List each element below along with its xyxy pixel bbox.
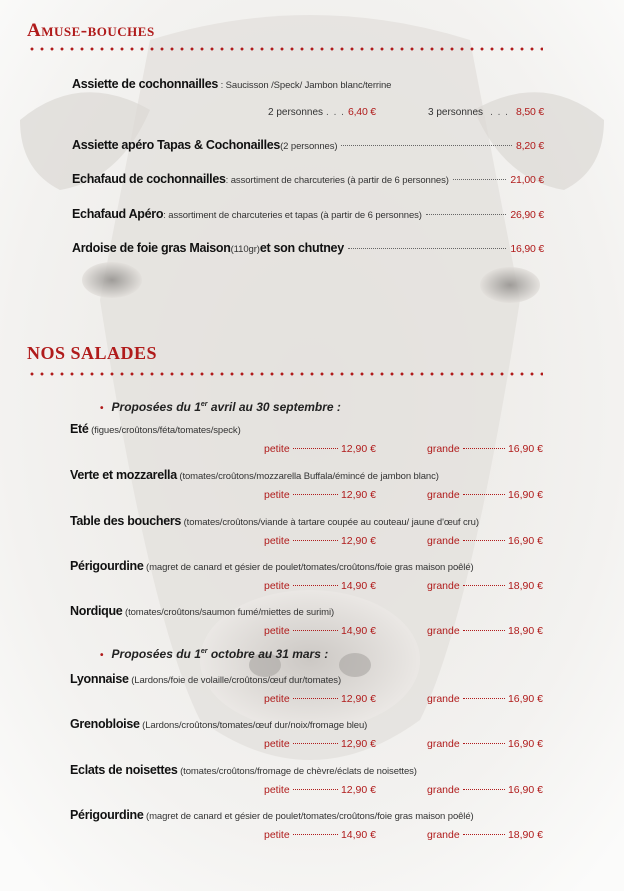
dot-leader: . . . (326, 107, 345, 118)
price-grande-value: 16,90 € (507, 443, 543, 455)
item-price: 16,90 € (510, 243, 544, 255)
price-label: 2 personnes (268, 107, 324, 118)
menu-item-apero-tapas (72, 138, 544, 152)
price-grande (427, 784, 543, 796)
salad-item (70, 808, 474, 822)
price-petite (264, 784, 376, 796)
price-petite (264, 693, 376, 705)
dot-leader (453, 179, 507, 180)
price-grande (427, 829, 543, 841)
price-petite-value: 12,90 € (340, 535, 376, 547)
dot-leader (293, 789, 338, 790)
size-label-petite: petite (264, 693, 290, 705)
salad-item (70, 514, 479, 528)
period-sup: er (200, 648, 208, 655)
size-label-petite: petite (264, 443, 290, 455)
item-name: Assiette apéro Tapas & Cochonailles (72, 138, 281, 152)
price-petite (264, 580, 376, 592)
price-grande (427, 625, 543, 637)
price-petite-value: 12,90 € (340, 738, 376, 750)
price-grande (427, 535, 543, 547)
salad-item (70, 763, 417, 777)
price-petite-value: 14,90 € (340, 580, 376, 592)
period-text: Proposées du 1 (111, 647, 201, 661)
salad-item (70, 559, 474, 573)
size-label-grande: grande (427, 580, 460, 592)
price-petite (264, 738, 376, 750)
bullet-icon: • (100, 650, 104, 661)
size-label-grande: grande (427, 738, 460, 750)
cochonnailles-prices (0, 106, 624, 122)
salad-prices (0, 829, 624, 845)
salad-prices (0, 580, 624, 596)
salad-name: Périgourdine (70, 559, 144, 573)
dot-leader (463, 743, 505, 744)
size-label-petite: petite (264, 784, 290, 796)
price-grande (427, 693, 543, 705)
item-name: Ardoise de foie gras Maison (72, 241, 231, 255)
dot-leader (463, 540, 505, 541)
menu-item-assiette-cochonnailles (72, 77, 544, 91)
size-label-grande: grande (427, 535, 460, 547)
salad-item (70, 468, 439, 482)
salad-name: Eté (70, 422, 89, 436)
price-label: 3 personnes (428, 107, 484, 118)
price-grande (427, 738, 543, 750)
dot-leader (293, 494, 338, 495)
item-description: (110gr) (230, 244, 260, 255)
salad-name: Table des bouchers (70, 514, 182, 528)
size-label-grande: grande (427, 489, 460, 501)
dot-leader: . . . (490, 107, 509, 118)
dot-leader (463, 834, 505, 835)
salad-description: (tomates/croûtons/viande à tartare coupée au couteau/ jaune d'œuf cru) (181, 517, 479, 528)
salad-prices (0, 784, 624, 800)
salad-name: Périgourdine (70, 808, 144, 822)
price-petite-value: 14,90 € (340, 625, 376, 637)
salad-item (70, 717, 367, 731)
dot-leader (463, 448, 505, 449)
price-grande (427, 489, 543, 501)
salad-prices (0, 443, 624, 459)
dot-leader (426, 214, 506, 215)
item-description: (2 personnes) (280, 141, 338, 152)
section-title-amuse-bouches: Amuse-bouches (27, 20, 155, 41)
item-description: : assortiment de charcuteries et tapas (à partir de 6 personnes) (163, 210, 422, 221)
period-text: Proposées du 1 (111, 400, 201, 414)
price-petite-value: 14,90 € (340, 829, 376, 841)
price-grande-value: 18,90 € (507, 625, 543, 637)
size-label-petite: petite (264, 738, 290, 750)
size-label-petite: petite (264, 489, 290, 501)
salad-item (70, 422, 241, 436)
salad-prices (0, 738, 624, 754)
section-divider (27, 372, 543, 376)
dot-leader (463, 698, 505, 699)
period-sup: er (200, 401, 208, 408)
price-grande-value: 16,90 € (507, 489, 543, 501)
price-grande (427, 443, 543, 455)
price-petite (264, 535, 376, 547)
dot-leader (348, 248, 507, 249)
salad-description: (Lardons/foie de volaille/croûtons/œuf dur/tomates) (128, 675, 342, 686)
salad-description: (magret de canard et gésier de poulet/tomates/croûtons/foie gras maison poêlé) (143, 562, 474, 573)
salad-prices (0, 489, 624, 505)
period-winter (100, 647, 328, 661)
price-petite-value: 12,90 € (340, 693, 376, 705)
dot-leader (293, 743, 338, 744)
size-label-grande: grande (427, 443, 460, 455)
section-title-nos-salades: NOS SALADES (27, 343, 158, 363)
salad-description: (tomates/croûtons/saumon fumé/miettes de surimi) (122, 607, 335, 618)
item-description: : Saucisson /Speck/ Jambon blanc/terrine (218, 80, 392, 91)
price-grande-value: 18,90 € (507, 580, 543, 592)
item-price: 21,00 € (510, 174, 544, 186)
size-label-grande: grande (427, 693, 460, 705)
item-price: 8,20 € (516, 140, 544, 152)
salad-description: (Lardons/croûtons/tomates/œuf dur/noix/fromage bleu) (139, 720, 368, 731)
price-petite (264, 829, 376, 841)
salad-name: Verte et mozzarella (70, 468, 177, 482)
price-2-personnes (268, 106, 386, 118)
price-value: 8,50 € (515, 106, 544, 118)
price-petite (264, 625, 376, 637)
dot-leader (293, 698, 338, 699)
item-description: : assortiment de charcuteries (à partir de 6 personnes) (225, 175, 449, 186)
price-petite-value: 12,90 € (340, 784, 376, 796)
dot-leader (463, 585, 505, 586)
item-name: Echafaud Apéro (72, 207, 164, 221)
dot-leader (463, 630, 505, 631)
price-petite-value: 12,90 € (340, 443, 376, 455)
salad-description: (tomates/croûtons/mozzarella Buffala/émincé de jambon blanc) (176, 471, 439, 482)
menu-item-echafaud-cochonnailles (72, 172, 544, 186)
salad-description: (figues/croûtons/féta/tomates/speck) (88, 425, 241, 436)
item-name-suffix: et son chutney (259, 241, 344, 255)
price-grande-value: 18,90 € (507, 829, 543, 841)
price-petite-value: 12,90 € (340, 489, 376, 501)
menu-item-ardoise-foie-gras (72, 241, 544, 255)
price-3-personnes (428, 106, 544, 118)
size-label-petite: petite (264, 580, 290, 592)
salad-item (70, 672, 341, 686)
price-grande-value: 16,90 € (507, 784, 543, 796)
price-value: 6,40 € (347, 106, 376, 118)
size-label-petite: petite (264, 829, 290, 841)
size-label-petite: petite (264, 625, 290, 637)
salad-description: (tomates/croûtons/fromage de chèvre/éclats de noisettes) (177, 766, 417, 777)
size-label-grande: grande (427, 829, 460, 841)
item-price: 26,90 € (510, 209, 544, 221)
salad-description: (magret de canard et gésier de poulet/tomates/croûtons/foie gras maison poêlé) (143, 811, 474, 822)
price-petite (264, 489, 376, 501)
salad-name: Grenobloise (70, 717, 140, 731)
period-text-end: octobre au 31 mars : (207, 647, 329, 661)
dot-leader (293, 448, 338, 449)
salad-prices (0, 693, 624, 709)
dot-leader (293, 834, 338, 835)
size-label-grande: grande (427, 625, 460, 637)
bullet-icon: • (100, 403, 104, 414)
price-grande-value: 16,90 € (507, 535, 543, 547)
dot-leader (293, 540, 338, 541)
dot-leader (463, 494, 505, 495)
salad-name: Eclats de noisettes (70, 763, 178, 777)
price-grande-value: 16,90 € (507, 738, 543, 750)
size-label-petite: petite (264, 535, 290, 547)
period-text-end: avril au 30 septembre : (207, 400, 341, 414)
salad-prices (0, 625, 624, 641)
size-label-grande: grande (427, 784, 460, 796)
salad-item (70, 604, 334, 618)
menu-item-echafaud-apero (72, 207, 544, 221)
item-name: Echafaud de cochonnailles (72, 172, 226, 186)
salad-name: Lyonnaise (70, 672, 129, 686)
salad-name: Nordique (70, 604, 123, 618)
price-grande-value: 16,90 € (507, 693, 543, 705)
price-petite (264, 443, 376, 455)
salad-prices (0, 535, 624, 551)
period-summer (100, 400, 341, 414)
dot-leader (463, 789, 505, 790)
section-divider (27, 47, 543, 51)
dot-leader (293, 585, 338, 586)
price-grande (427, 580, 543, 592)
dot-leader (293, 630, 338, 631)
dot-leader (341, 145, 512, 146)
item-name: Assiette de cochonnailles (72, 77, 219, 91)
